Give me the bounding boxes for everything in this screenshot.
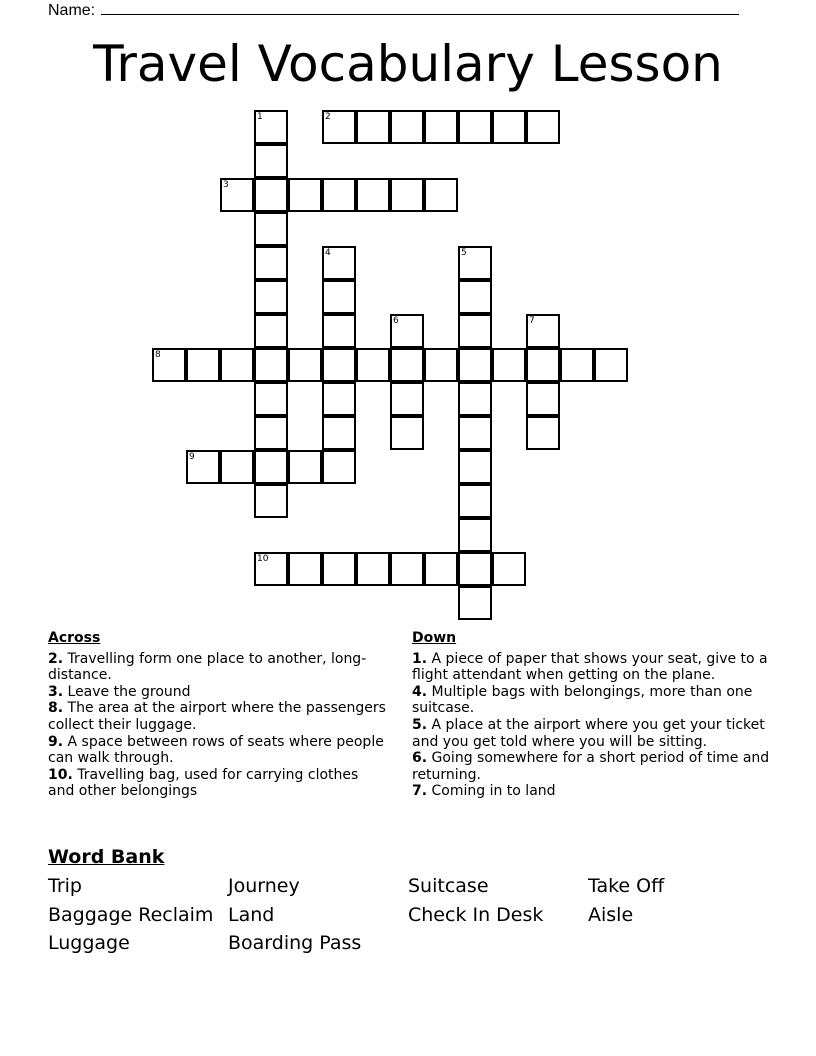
clue-number: 5: [461, 248, 467, 258]
grid-cell[interactable]: [220, 178, 254, 212]
clue-number: 5.: [412, 716, 428, 733]
grid-cell[interactable]: [492, 348, 526, 382]
clue-text: Travelling form one place to another, long-distance.: [48, 650, 367, 684]
grid-cell[interactable]: [254, 314, 288, 348]
grid-cell[interactable]: [492, 110, 526, 144]
grid-cell[interactable]: [458, 586, 492, 620]
word-bank-title: Word Bank: [48, 846, 165, 868]
grid-cell[interactable]: [356, 110, 390, 144]
grid-cell[interactable]: [254, 348, 288, 382]
down-clues: [412, 630, 792, 800]
grid-cell[interactable]: [254, 212, 288, 246]
clue-number: 10: [257, 554, 269, 564]
grid-cell[interactable]: [458, 246, 492, 280]
down-clue: [412, 684, 792, 717]
grid-cell[interactable]: [458, 416, 492, 450]
grid-cell[interactable]: [526, 314, 560, 348]
grid-cell[interactable]: [526, 382, 560, 416]
grid-cell[interactable]: [186, 348, 220, 382]
grid-cell[interactable]: [458, 280, 492, 314]
grid-cell[interactable]: [254, 382, 288, 416]
grid-cell[interactable]: [288, 450, 322, 484]
grid-cell[interactable]: [254, 144, 288, 178]
clue-number: 9.: [48, 733, 64, 750]
clue-number: 8: [155, 350, 161, 360]
grid-cell[interactable]: [526, 416, 560, 450]
grid-cell[interactable]: [492, 552, 526, 586]
clue-text: The area at the airport where the passengers collect their luggage.: [48, 700, 386, 733]
word-bank-item: Take Off: [588, 875, 665, 897]
grid-cell[interactable]: [254, 246, 288, 280]
word-bank-item: Journey: [228, 875, 300, 897]
grid-cell[interactable]: [390, 348, 424, 382]
clue-number: 1.: [412, 650, 428, 667]
down-clue-list: [412, 651, 792, 800]
clue-number: 4.: [412, 683, 428, 700]
grid-cell[interactable]: [254, 450, 288, 484]
word-bank-list: [48, 872, 768, 958]
grid-cell[interactable]: [390, 314, 424, 348]
grid-cell[interactable]: [390, 110, 424, 144]
grid-cell[interactable]: [390, 178, 424, 212]
grid-cell[interactable]: [220, 348, 254, 382]
grid-cell[interactable]: [322, 280, 356, 314]
grid-cell[interactable]: [322, 246, 356, 280]
clue-number: 3.: [48, 683, 64, 700]
grid-cell[interactable]: [560, 348, 594, 382]
grid-cell[interactable]: [356, 348, 390, 382]
clue-number: 1: [257, 112, 263, 122]
grid-cell[interactable]: [424, 110, 458, 144]
grid-cell[interactable]: [322, 314, 356, 348]
clue-text: A piece of paper that shows your seat, give to a flight attendant when getting on the plane.: [412, 650, 768, 684]
clue-text: Going somewhere for a short period of time and returning.: [412, 750, 770, 783]
grid-cell[interactable]: [458, 450, 492, 484]
grid-cell[interactable]: [288, 552, 322, 586]
grid-cell[interactable]: [356, 552, 390, 586]
clue-number: 6: [393, 316, 399, 326]
grid-cell[interactable]: [322, 110, 356, 144]
grid-cell[interactable]: [526, 110, 560, 144]
clue-number: 9: [189, 452, 195, 462]
down-clue: [412, 783, 792, 800]
grid-cell[interactable]: [254, 110, 288, 144]
grid-cell[interactable]: [458, 518, 492, 552]
grid-cell[interactable]: [424, 552, 458, 586]
clue-text: Travelling bag, used for carrying clothes and other belongings: [48, 766, 359, 800]
grid-cell[interactable]: [254, 484, 288, 518]
grid-cell[interactable]: [322, 178, 356, 212]
across-clue: [48, 651, 388, 684]
name-label: Name:: [48, 2, 96, 19]
word-bank-item: Land: [228, 903, 275, 926]
page-title: Travel Vocabulary Lesson: [93, 35, 723, 93]
clue-text: Leave the ground: [63, 683, 191, 700]
grid-cell[interactable]: [458, 484, 492, 518]
grid-cell[interactable]: [424, 178, 458, 212]
grid-cell[interactable]: [458, 552, 492, 586]
grid-cell[interactable]: [254, 280, 288, 314]
grid-cell[interactable]: [458, 382, 492, 416]
word-bank-item: Trip: [48, 875, 82, 897]
grid-cell[interactable]: [526, 348, 560, 382]
grid-cell[interactable]: [390, 382, 424, 416]
grid-cell[interactable]: [254, 416, 288, 450]
clue-number: 3: [223, 180, 229, 190]
grid-cell[interactable]: [458, 348, 492, 382]
grid-cell[interactable]: [288, 178, 322, 212]
word-bank-item: Suitcase: [408, 875, 489, 897]
grid-cell[interactable]: [288, 348, 322, 382]
clue-number: 2: [325, 112, 331, 122]
grid-cell[interactable]: [220, 450, 254, 484]
grid-cell[interactable]: [424, 348, 458, 382]
across-clue: [48, 700, 388, 733]
across-clue: [48, 684, 388, 701]
across-clue-list: [48, 651, 388, 800]
word-bank-item: Luggage: [48, 932, 130, 954]
clue-text: Multiple bags with belongings, more than one suitcase.: [412, 683, 753, 717]
grid-cell[interactable]: [152, 348, 186, 382]
grid-cell[interactable]: [254, 178, 288, 212]
grid-cell[interactable]: [254, 552, 288, 586]
grid-cell[interactable]: [356, 178, 390, 212]
grid-cell[interactable]: [322, 552, 356, 586]
grid-cell[interactable]: [322, 450, 356, 484]
grid-cell[interactable]: [390, 552, 424, 586]
across-clues: [48, 630, 388, 800]
word-bank: [48, 844, 768, 958]
down-clue: [412, 717, 792, 750]
clue-number: 7.: [412, 783, 428, 800]
grid-cell[interactable]: [322, 348, 356, 382]
grid-cell[interactable]: [458, 314, 492, 348]
clue-number: 7: [529, 316, 535, 326]
down-clue: [412, 651, 792, 684]
word-bank-item: Boarding Pass: [228, 932, 362, 954]
grid-cell[interactable]: [458, 110, 492, 144]
down-clue: [412, 750, 792, 783]
clue-number: 6.: [412, 750, 428, 767]
across-heading: Across: [48, 630, 101, 646]
across-clue: [48, 734, 388, 767]
clue-text: Coming in to land: [427, 783, 556, 800]
clue-number: 10.: [48, 766, 73, 783]
clue-text: A place at the airport where you get your ticket and you get told where you will be sitting.: [412, 716, 765, 750]
grid-cell[interactable]: [594, 348, 628, 382]
word-bank-item: Baggage Reclaim: [48, 903, 214, 926]
across-clue: [48, 767, 388, 800]
grid-cell[interactable]: [186, 450, 220, 484]
word-bank-item: Check In Desk: [408, 903, 544, 926]
grid-cell[interactable]: [322, 382, 356, 416]
grid-cell[interactable]: [390, 416, 424, 450]
clue-text: A space between rows of seats where people can walk through.: [48, 733, 384, 767]
word-bank-item: Aisle: [588, 903, 634, 926]
clue-number: 4: [325, 248, 331, 258]
grid-cell[interactable]: [322, 416, 356, 450]
clue-number: 8.: [48, 700, 64, 717]
clue-number: 2.: [48, 650, 64, 667]
down-heading: Down: [412, 630, 457, 646]
